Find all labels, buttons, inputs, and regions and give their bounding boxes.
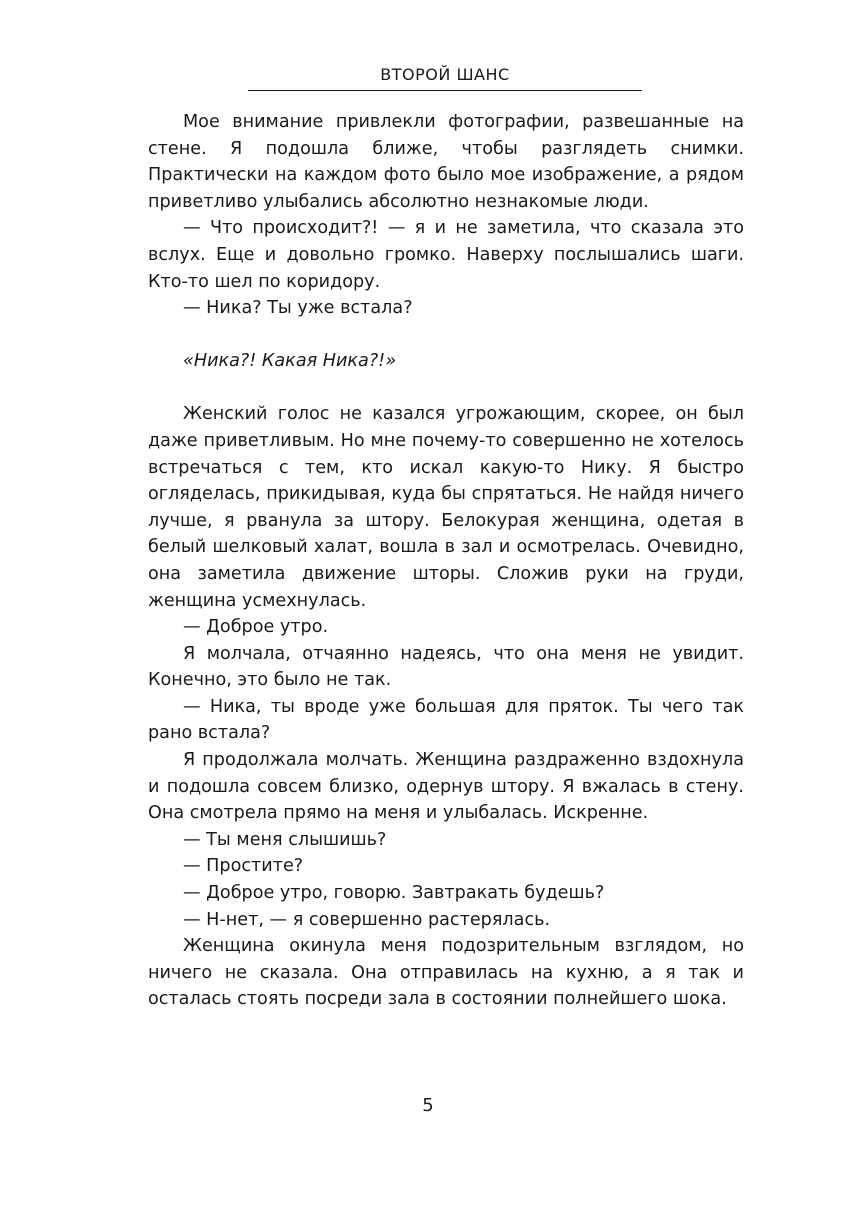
dialogue-line: — Ника, ты вроде уже большая для пряток. Ты чего так рано встала? <box>148 696 744 744</box>
page-number: 5 <box>422 1095 434 1116</box>
dialogue-line: — Доброе утро. <box>183 617 329 638</box>
running-head-title: ВТОРОЙ ШАНС <box>380 65 510 84</box>
dialogue-line: — Что происходит?! — я и не заметила, что сказала это вслух. Еще и довольно громко. Наверху послышались шаги. Кто-то шел по коридору. <box>148 218 744 292</box>
paragraph: Мое внимание привлекли фотографии, развешанные на стене. Я подошла ближе, чтобы разглядеть снимки. Практически на каждом фото было мое изображение, а рядом приветливо улыбались абсолютно незнакомые люди. <box>148 112 744 212</box>
dialogue-line: — Ты меня слышишь? <box>183 829 387 850</box>
thought-line: «Ника?! Какая Ника?!» <box>183 350 397 371</box>
dialogue-line: — Н-нет, — я совершенно растерялась. <box>183 909 551 930</box>
paragraph: Женщина окинула меня подозрительным взглядом, но ничего не сказала. Она отправилась на кухню, а я так и осталась стоять посреди зала в состоянии полнейшего шока. <box>148 936 744 1010</box>
dialogue-line: — Простите? <box>183 856 304 877</box>
paragraph: Я продолжала молчать. Женщина раздраженно вздохнула и подошла совсем близко, одернув штору. Я вжалась в стену. Она смотрела прямо на меня и улыбалась. Искренне. <box>148 750 744 824</box>
page-body-text <box>148 109 744 1013</box>
dialogue-line: — Ника? Ты уже встала? <box>183 298 413 319</box>
paragraph: Женский голос не казался угрожающим, скорее, он был даже приветливым. Но мне почему-то совершенно не хотелось встречаться с тем, кто искал какую-то Нику. Я быстро огляделась, прикидывая, куда бы спрятаться. Не найдя ничего лучше, я рванула за штору. Белокурая женщина, одетая в белый шелковый халат, вошла в зал и осмотрелась. Очевидно, она заметила движение шторы. Сложив руки на груди, женщина усмехнулась. <box>148 404 744 611</box>
header-rule <box>248 90 642 91</box>
paragraph: Я молчала, отчаянно надеясь, что она меня не увидит. Конечно, это было не так. <box>148 643 744 691</box>
dialogue-line: — Доброе утро, говорю. Завтракать будешь? <box>183 883 605 904</box>
